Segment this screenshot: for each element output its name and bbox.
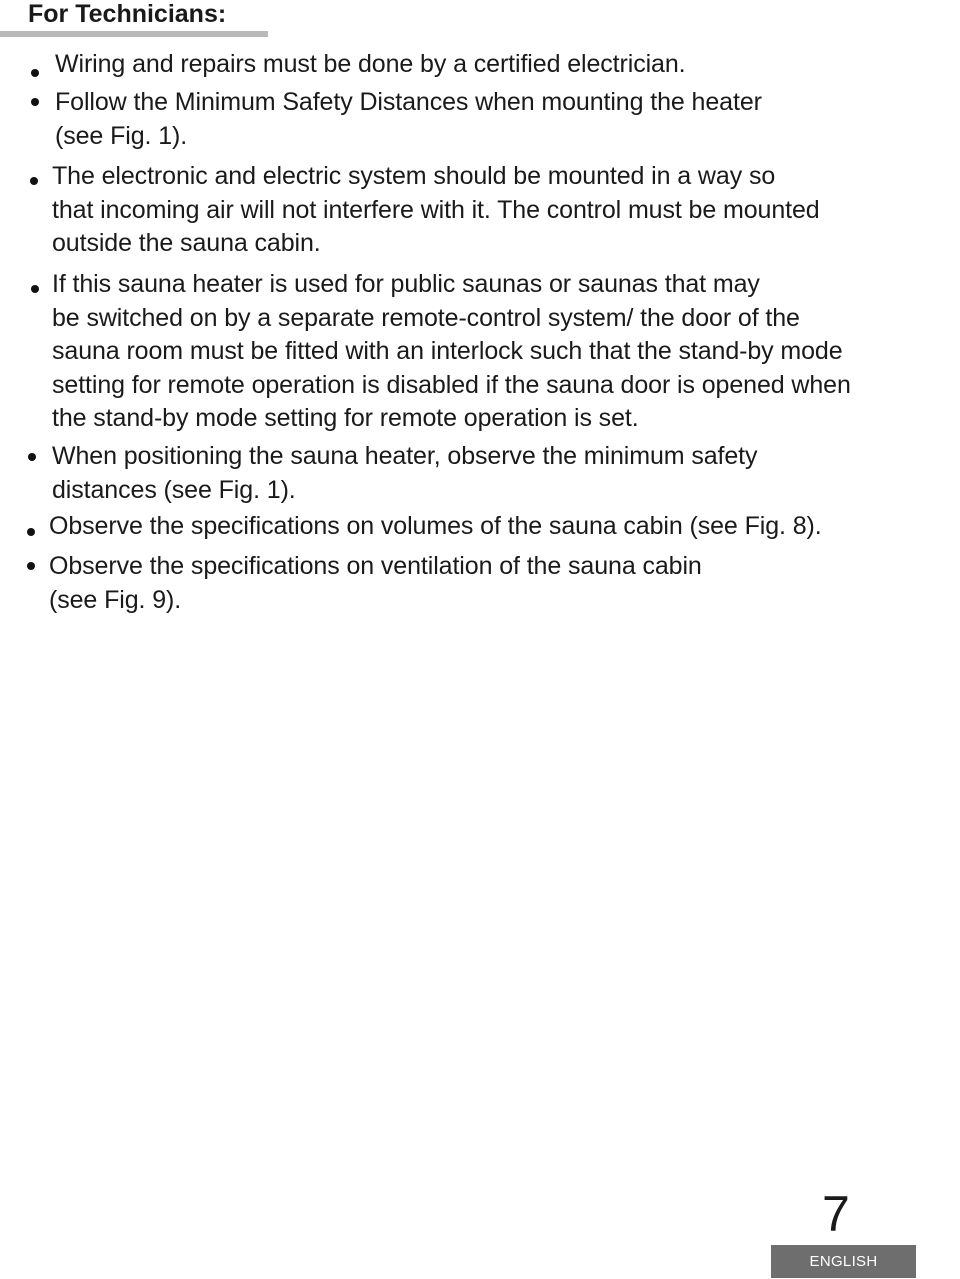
bullet-line: distances (see Fig. 1). xyxy=(52,475,296,504)
bullet-line: the stand-by mode setting for remote operation is set. xyxy=(52,404,639,432)
bullet-dot-icon xyxy=(27,562,35,570)
heading-underline xyxy=(0,31,268,37)
bullet-item-electronic-system xyxy=(52,160,820,261)
bullet-line: (see Fig. 9). xyxy=(49,585,182,614)
bullet-line: Observe the specifications on volumes of the sauna cabin (see Fig. 8). xyxy=(49,512,822,540)
bullet-line: sauna room must be fitted with an interlock such that the stand-by mode xyxy=(52,337,843,365)
bullet-line: outside the sauna cabin. xyxy=(52,229,321,257)
bullet-item-wiring xyxy=(55,48,686,82)
bullet-dot-icon xyxy=(27,528,35,536)
bullet-dot-icon xyxy=(30,177,38,185)
bullet-line: The electronic and electric system should be mounted in a way so xyxy=(52,162,776,190)
language-tab: ENGLISH xyxy=(771,1245,916,1278)
page-number: 7 xyxy=(822,1186,850,1242)
bullet-line: that incoming air will not interfere with it. The control must be mounted xyxy=(52,195,820,224)
bullet-line: Observe the specifications on ventilation of the sauna cabin xyxy=(49,552,702,580)
bullet-dot-icon xyxy=(31,285,39,293)
bullet-line: If this sauna heater is used for public saunas or saunas that may xyxy=(52,270,760,298)
bullet-line: Follow the Minimum Safety Distances when mounting the heater xyxy=(55,88,762,116)
bullet-line: Wiring and repairs must be done by a certified electrician. xyxy=(55,50,686,78)
bullet-item-ventilation xyxy=(49,550,702,617)
bullet-line: be switched on by a separate remote-control system/ the door of the xyxy=(52,303,800,332)
bullet-item-volumes xyxy=(49,510,822,544)
section-heading: For Technicians: xyxy=(28,0,227,28)
bullet-line: (see Fig. 1). xyxy=(55,121,188,150)
bullet-dot-icon xyxy=(31,69,39,77)
bullet-item-safety-distances xyxy=(55,86,762,153)
bullet-dot-icon xyxy=(28,453,36,461)
bullet-line: When positioning the sauna heater, observe the minimum safety xyxy=(52,442,758,470)
bullet-line: setting for remote operation is disabled if the sauna door is opened when xyxy=(52,370,851,399)
bullet-item-positioning xyxy=(52,440,757,507)
bullet-dot-icon xyxy=(31,98,39,106)
bullet-item-public-saunas xyxy=(52,268,851,436)
